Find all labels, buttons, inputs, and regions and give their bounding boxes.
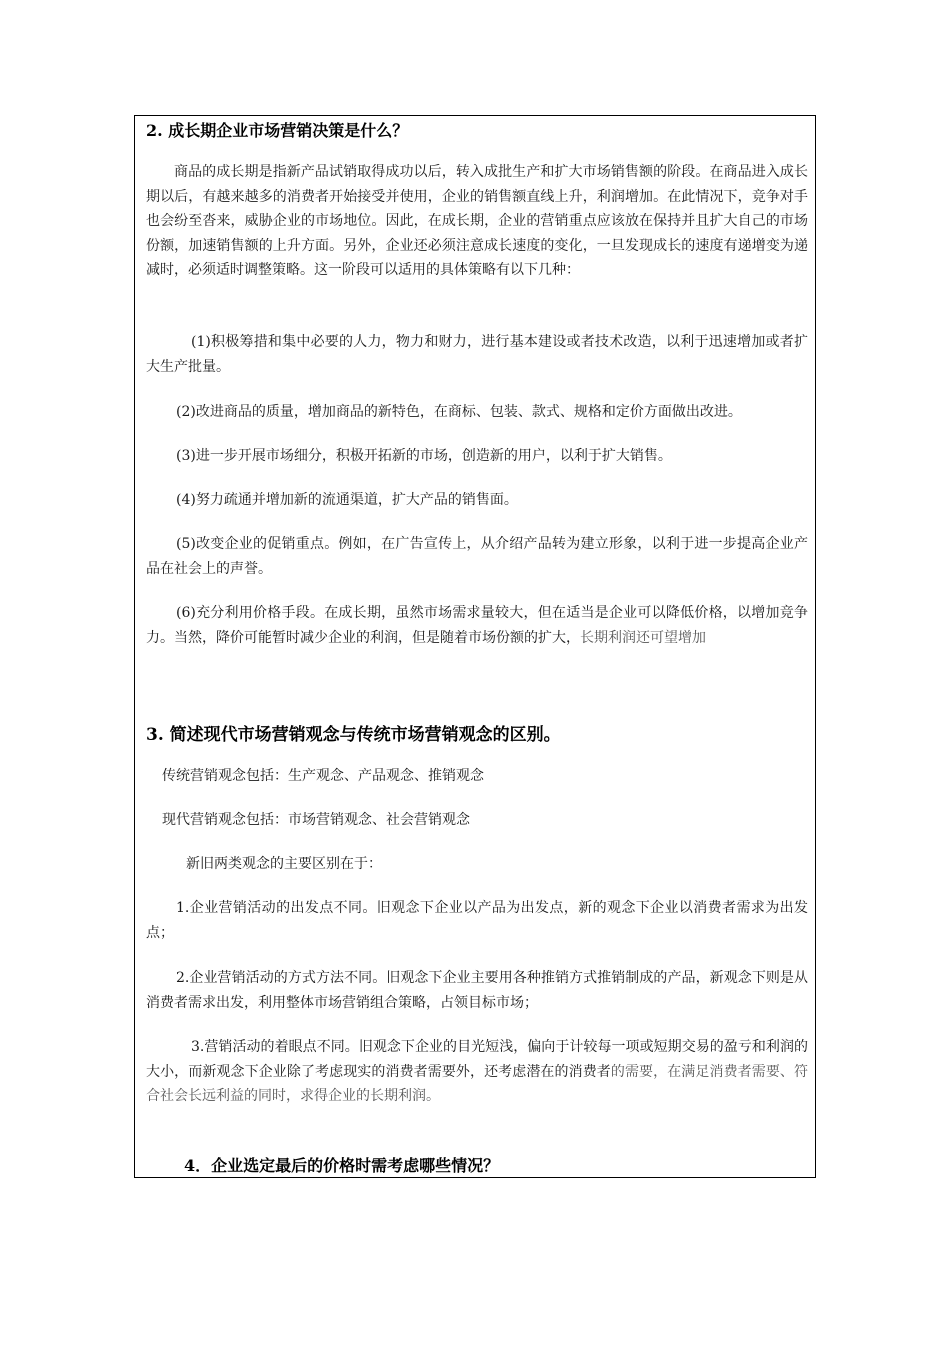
- q3-diff-intro: 新旧两类观念的主要区别在于：: [186, 856, 382, 872]
- q3-diff-1: 1.企业营销活动的出发点不同。旧观念下企业以产品为出发点，新的观念下企业以消费者需求为出发点；: [146, 900, 808, 941]
- q4-title: 4．企业选定最后的价格时需考虑哪些情况？: [184, 1156, 500, 1175]
- q2-item-6-main: (6)充分利用价格手段。在成长期，虽然市场需求量较大，但在适当是企业可以降低价格，以增加竞争力。当然，降价可能暂时减少企业的利润，但是随着市场份额的扩大，: [146, 605, 808, 646]
- q3-diff-3-faint: 的需要，在满足消费者需要、符合社会长远利益的同时，求得企业的长期利润。: [146, 1063, 809, 1104]
- q3-title: 3. 简述现代市场营销观念与传统市场营销观念的区别。: [146, 725, 561, 745]
- q2-item-5: (5)改变企业的促销重点。例如，在广告宣传上，从介绍产品转为建立形象，以利于进一步提高企业产品在社会上的声誉。: [146, 536, 808, 577]
- q3-diff-2: 2.企业营销活动的方式方法不同。旧观念下企业主要用各种推销方式推销制成的产品，新观念下则是从消费者需求出发，利用整体市场营销组合策略，占领目标市场；: [146, 970, 808, 1011]
- q2-item-6: [146, 601, 808, 650]
- q2-item-3: (3)进一步开展市场细分，积极开拓新的市场，创造新的用户，以利于扩大销售。: [176, 448, 672, 464]
- q2-item-1: (1)积极筹措和集中必要的人力，物力和财力，进行基本建设或者技术改造，以利于迅速增加或者扩大生产批量。: [146, 334, 808, 375]
- q2-item-4: (4)努力疏通并增加新的流通渠道，扩大产品的销售面。: [176, 492, 518, 508]
- q3-diff-3: [146, 1035, 808, 1109]
- q3-modern: 现代营销观念包括：市场营销观念、社会营销观念: [162, 812, 470, 828]
- q2-item-2: (2)改进商品的质量，增加商品的新特色，在商标、包装、款式、规格和定价方面做出改进。: [176, 404, 742, 420]
- q3-diff-3-main: 3.营销活动的着眼点不同。旧观念下企业的目光短浅，偏向于计较每一项或短期交易的盈亏和利润的大小，而新观念下企业除了考虑现实的消费者需要外，还考虑潜在的消费者: [146, 1039, 808, 1080]
- q2-title: 2. 成长期企业市场营销决策是什么？: [146, 121, 409, 140]
- q2-item-6-faint: 长期利润还可望增加: [580, 629, 706, 646]
- q2-intro: 商品的成长期是指新产品试销取得成功以后，转入成批生产和扩大市场销售额的阶段。在商品进入成长期以后，有越来越多的消费者开始接受并使用，企业的销售额直线上升，利润增加。在此情况下，竞争对手也会纷至沓来，威胁企业的市场地位。因此，在成长期，企业的营销重点应该放在保持并且扩大自己的市场份额，加速销售额的上升方面。另外，企业还必须注意成长速度的变化，一旦发现成长的速度有递增变为递减时，必须适时调整策略。这一阶段可以适用的具体策略有以下几种：: [146, 164, 808, 278]
- q3-traditional: 传统营销观念包括：生产观念、产品观念、推销观念: [162, 768, 484, 784]
